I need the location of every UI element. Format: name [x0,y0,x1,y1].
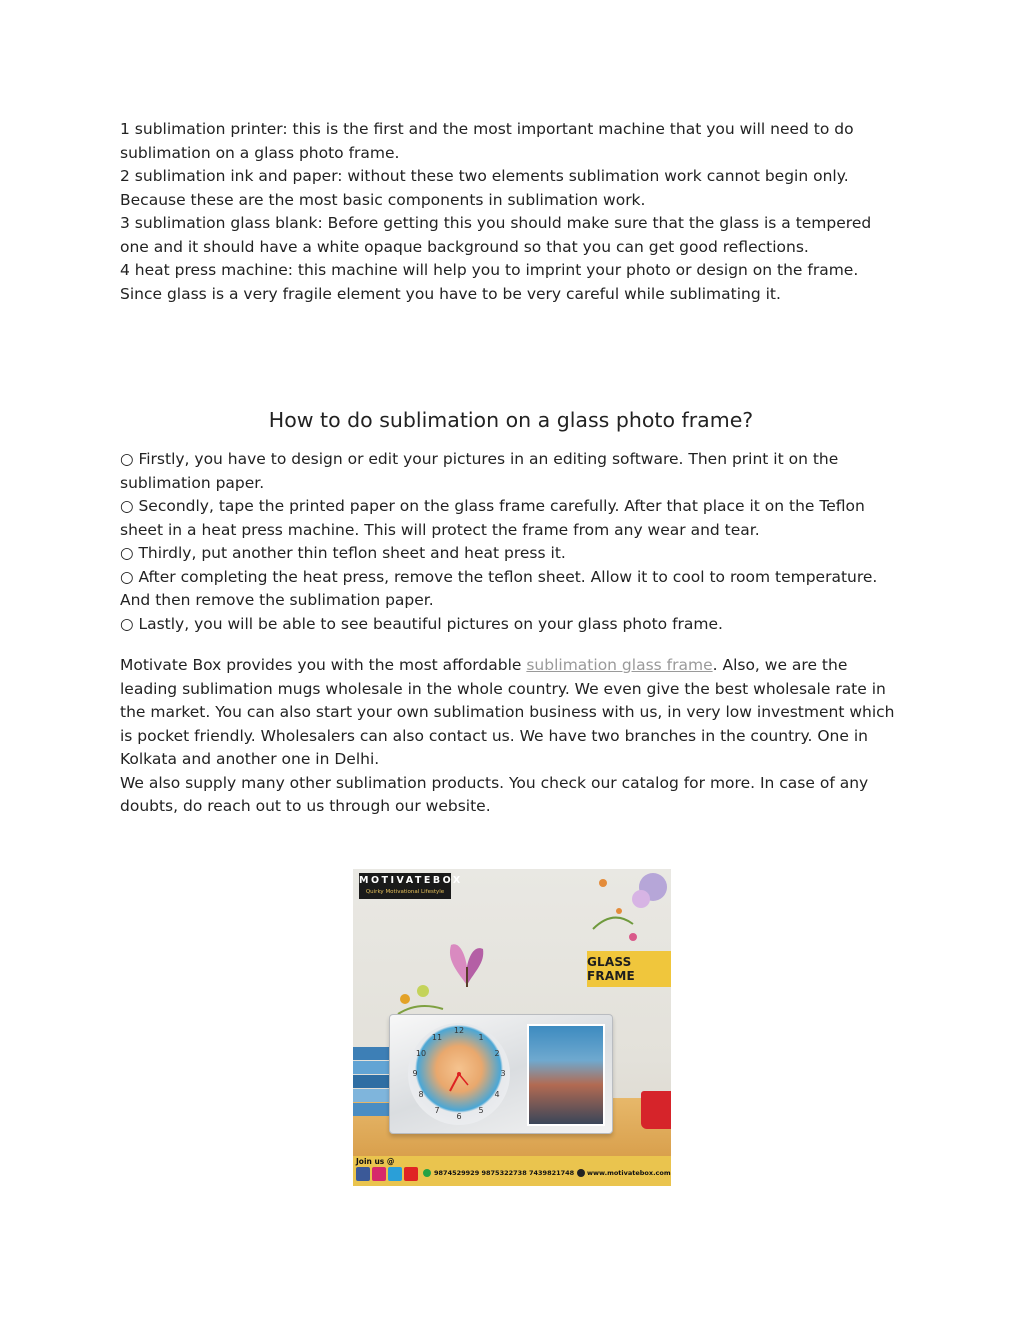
facebook-icon[interactable] [356,1167,370,1181]
telegram-icon[interactable] [388,1167,402,1181]
promo-footer [353,1156,671,1186]
steps-list [120,448,902,636]
clock-number: 2 [494,1049,500,1058]
clock-number: 5 [478,1106,484,1115]
motivatebox-logo [359,873,463,899]
clock-number: 3 [500,1069,506,1078]
intro-item-ink-paper: 2 sublimation ink and paper: without these two elements sublimation work cannot begin only. Because these are the most basic components in sublimation work. [120,167,849,209]
step-item: ○ Secondly, tape the printed paper on the glass frame carefully. After that place it on the Teflon sheet in a heat press machine. This will protect the frame from any wear and tear. [120,497,865,539]
website [577,1169,671,1177]
section-heading: How to do sublimation on a glass photo frame? [268,408,754,432]
promo-image [353,869,671,1186]
clock-number: 4 [494,1090,500,1099]
phone-numbers-text: 9874529929 9875322738 7439821748 [434,1169,575,1177]
closing-text [120,654,902,772]
clock-number: 1 [478,1033,484,1042]
step-item: ○ After completing the heat press, remove the teflon sheet. Allow it to cool to room temperature. And then remove the sublimation paper. [120,567,878,609]
clock-hands-icon [408,1023,510,1125]
clock-number: 11 [431,1033,443,1042]
clock-number: 9 [412,1069,418,1078]
closing-before-link: Motivate Box provides you with the most affordable [120,656,527,674]
phone-numbers [423,1169,574,1177]
closing-after-link: . Also, we are the leading sublimation mugs wholesale in the whole country. We even give the best wholesale rate in the market. You can also start your own sublimation business with us, in very low investment which is pocket friendly. Wholesalers can also contact us. We have two branches in the country. One in Kolkata and another one in Delhi. [120,656,895,768]
social-icons [356,1167,418,1181]
step-item: ○ Lastly, you will be able to see beautiful pictures on your glass photo frame. [120,614,723,633]
glass-frame-badge: GLASS FRAME [587,951,671,987]
books-stack [353,1047,393,1122]
clock-number: 10 [415,1049,427,1058]
clock-number: 12 [453,1026,465,1035]
closing-paragraph [120,654,902,819]
intro-item-heat-press: 4 heat press machine: this machine will help you to imprint your photo or design on the frame. Since glass is a very fragile element you have to be very careful while sublimating it. [120,261,859,303]
clock-face [408,1023,510,1125]
clock-number: 7 [434,1106,440,1115]
flower-decoration-icon [393,979,453,1019]
intro-item-glass-blank: 3 sublimation glass blank: Before getting this you should make sure that the glass is a tempered one and it should have a white opaque background so that you can get good reflections. [120,214,872,256]
intro-item-printer: 1 sublimation printer: this is the first and the most important machine that you will need to do sublimation on a glass photo frame. [120,120,854,162]
youtube-icon[interactable] [404,1167,418,1181]
join-us-label: Join us @ [356,1157,395,1166]
whatsapp-icon [423,1169,431,1177]
instagram-icon[interactable] [372,1167,386,1181]
globe-icon [577,1169,585,1177]
red-mug [641,1091,671,1129]
intro-list [120,118,902,306]
clock-number: 8 [418,1090,424,1099]
step-item: ○ Thirdly, put another thin teflon sheet and heat press it. [120,544,566,562]
sublimation-glass-frame-link[interactable]: sublimation glass frame [526,656,713,674]
document-page [120,118,902,815]
logo-name: MOTIVATEBOX [359,875,463,886]
butterfly-icon [445,939,489,987]
flower-decoration-icon [583,869,671,949]
closing-second-text: We also supply many other sublimation products. You check our catalog for more. In case of any doubts, do reach out to us through our website. [120,773,869,815]
logo-tagline: Quirky Motivational Lifestyle [365,889,445,895]
glass-photo-frame [389,1014,613,1134]
clock-number: 6 [456,1112,462,1121]
couple-photo [527,1024,605,1126]
step-item: ○ Firstly, you have to design or edit your pictures in an editing software. Then print it on the sublimation paper. [120,450,839,492]
website-text: www.motivatebox.com [587,1169,671,1177]
